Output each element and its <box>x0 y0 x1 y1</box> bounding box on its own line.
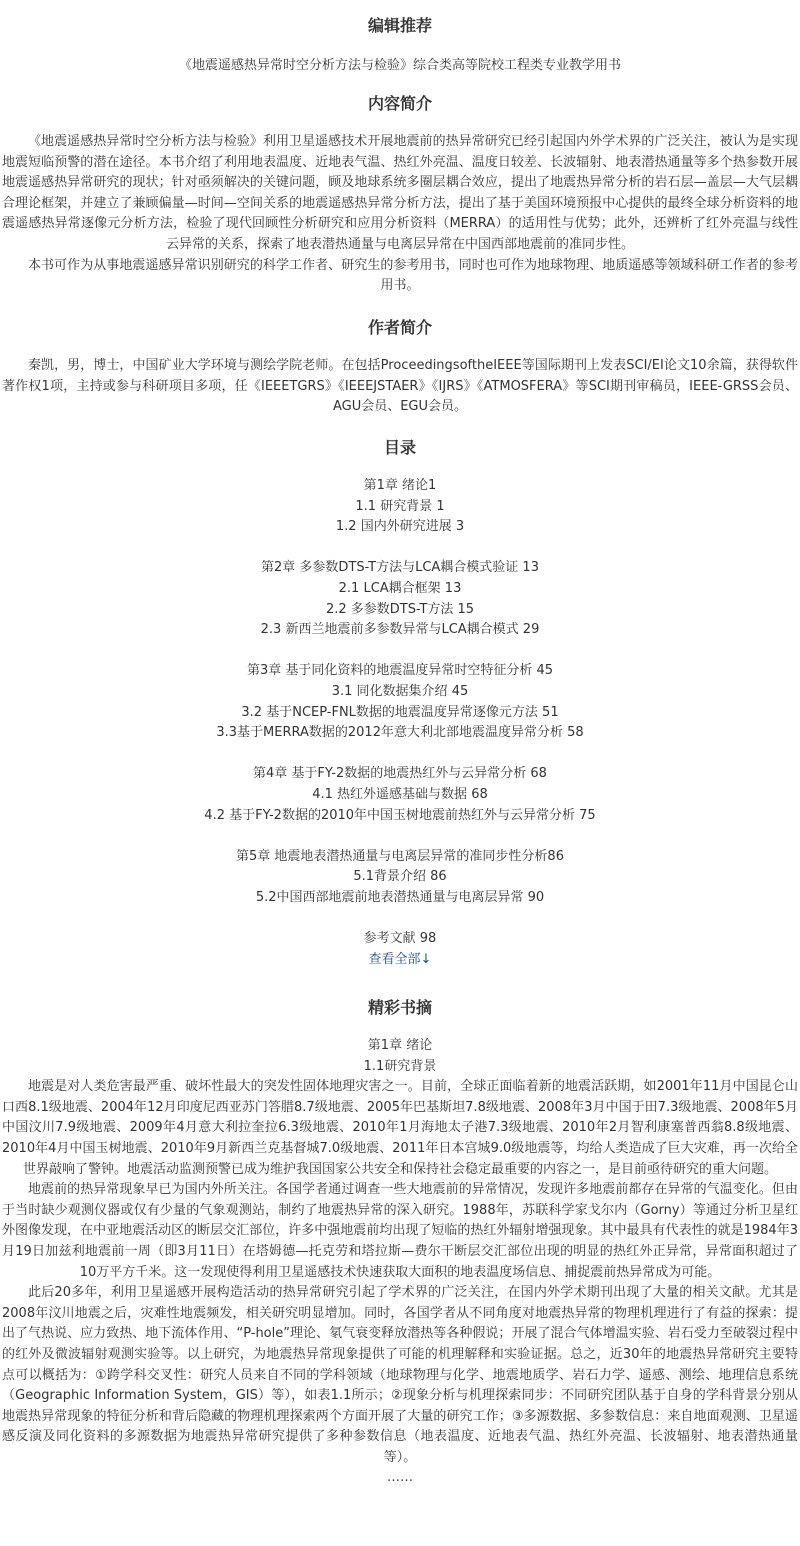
toc-subsection: 2.2 多参数DTS-T方法 15 <box>325 601 475 617</box>
section-heading: 作者简介 <box>367 318 432 337</box>
excerpt-paragraph: 地震是对人类危害最严重、破坏性最大的突发性固体地理灾害之一。目前，全球正面临着新的地震活跃期，如2001年11月中国昆仑山口西8.1级地震、2004年12月印度尼西亚苏门答腊8.7级地震、2005年巴基斯坦7.8级地震、2008年3月中国于田7.3级地震、2008年5月中国汶川7.9级地震、2009年4月意大利拉奎拉6.3级地震、2010年1月海地太子港7.3级地震、2010年2月智利康塞普西翁8.8级地震、2010年4月中国玉树地震、2010年9月新西兰克基督城7.0级地震、2011年日本宫城9.0级地震等，均给人类造成了巨大灾难，再一次给全世界敲响了警钟。地震活动监测预警已成为维护我国国家公共安全和保持社会稳定最重要的内容之一，是目前亟待研究的重大问题。 <box>2 1079 798 1177</box>
section-heading: 目录 <box>383 438 416 457</box>
toc-group <box>0 558 800 640</box>
toc-group <box>0 476 800 538</box>
toc-chapter: 第4章 基于FY-2数据的地震热红外与云异常分析 68 <box>253 766 547 782</box>
toc-group <box>0 764 800 826</box>
section-heading: 编辑推荐 <box>367 16 432 35</box>
excerpt-paragraph: 地震前的热异常现象早已为国内外所关注。各国学者通过调查一些大地震前的异常情况，发现许多地震前都存在异常的气温变化。但由于当时缺少观测仪器或仅有少量的气象观测站，制约了地震热异常的深入研究。1988年，苏联科学家戈尔内（Gorny）等通过分析卫星红外图像发现，在中亚地震活动区的断层交汇部位，许多中强地震前均出现了短临的热红外辐射增强现象。其中最具有代表性的就是1984年3月19日加兹利地震前一周（即3月11日）在塔姆德—托克劳和塔拉斯—费尔干断层交汇部位出现的明显的热红外正异常，异常面积超过了10万平方千米。这一发现使得利用卫星遥感技术快速获取大面积的地表温度场信息、捕捉震前热异常成为可能。 <box>2 1182 798 1280</box>
toc-group <box>0 929 800 950</box>
toc-group <box>0 661 800 743</box>
content-intro-paragraph: 《地震遥感热异常时空分析方法与检验》利用卫星遥感技术开展地震前的热异常研究已经引起国内外学术界的广泛关注，被认为是实现地震短临预警的潜在途径。本书介绍了利用地表温度、近地表气温、热红外亮温、温度日较差、长波辐射、地表潜热通量等多个热参数开展地震遥感热异常研究的现状；针对亟须解决的关键问题，顾及地球系统多圈层耦合效应，提出了地震热异常分析的岩石层—盖层—大气层耦合理论框架，并建立了兼顾偏量—时间—空间关系的地震遥感热异常分析方法，提出了基于美国环境预报中心提供的最终全球分析资料的地震遥感热异常逐像元分析方法，检验了现代回顾性分析研究和应用分析资料（MERRA）的适用性与优势；此外，还辨析了红外亮温与线性云异常的关系，探索了地表潜热通量与电离层异常在中国西部地震前的准同步性。 <box>2 134 798 252</box>
toc-subsection: 4.2 基于FY-2数据的2010年中国玉树地震前热红外与云异常分析 75 <box>204 807 596 823</box>
toc-chapter: 第5章 地震地表潜热通量与电离层异常的准同步性分析86 <box>236 848 564 864</box>
toc-subsection: 3.1 同化数据集介绍 45 <box>331 683 469 699</box>
toc-group <box>0 847 800 909</box>
toc-chapter: 第3章 基于同化资料的地震温度异常时空特征分析 45 <box>246 663 554 679</box>
toc-subsection: 2.1 LCA耦合框架 13 <box>338 580 462 596</box>
section-heading: 内容简介 <box>367 94 432 113</box>
toc-section <box>0 436 800 970</box>
view-all-link[interactable]: 查看全部↓ <box>368 951 432 967</box>
author-intro-section <box>0 316 800 418</box>
toc-list <box>0 476 800 950</box>
toc-chapter: 参考文献 98 <box>363 931 437 947</box>
editor-recommendation-text: 《地震遥感热异常时空分析方法与检验》综合类高等院校工程类专业教学用书 <box>178 58 621 73</box>
toc-subsection: 2.3 新西兰地震前多参数异常与LCA耦合模式 29 <box>260 622 540 638</box>
content-intro-section <box>0 92 800 297</box>
content-intro-paragraph: 本书可作为从事地震遥感异常识别研究的科学工作者、研究生的参考用书，同时也可作为地球物理、地质遥感等领域科研工作者的参考用书。 <box>28 257 798 294</box>
toc-chapter: 第1章 绪论1 <box>363 478 437 493</box>
section-heading: 精彩书摘 <box>367 998 432 1017</box>
toc-subsection: 5.1背景介绍 86 <box>353 869 447 885</box>
toc-subsection: 5.2中国西部地震前地表潜热通量与电离层异常 90 <box>255 889 545 905</box>
toc-subsection: 4.1 热红外遥感基础与数据 68 <box>312 786 488 802</box>
author-intro-paragraph: 秦凯，男，博士，中国矿业大学环境与测绘学院老师。在包括ProceedingsoftheIEEE等国际期刊上发表SCI/EI论文10余篇，获得软件著作权1项，主持或参与科研项目多项，任《IEEETGRS》《IEEEJSTAER》《IJRS》《ATMOSFERA》等SCI期刊审稿员，IEEE-GRSS会员、AGU会员、EGU会员。 <box>2 358 798 415</box>
toc-subsection: 1.1 研究背景 1 <box>355 498 445 514</box>
excerpt-section-title: 1.1研究背景 <box>363 1058 437 1074</box>
toc-subsection: 3.3基于MERRA数据的2012年意大利北部地震温度异常分析 58 <box>216 725 584 741</box>
editor-recommendation-section <box>0 14 800 77</box>
toc-subsection: 3.2 基于NCEP-FNL数据的地震温度异常逐像元方法 51 <box>241 704 559 720</box>
excerpt-section <box>0 996 800 1489</box>
excerpt-ellipsis: …… <box>387 1470 413 1486</box>
excerpt-paragraph: 此后20多年，利用卫星遥感开展构造活动的热异常研究引起了学术界的广泛关注，在国内外学术期刊出现了大量的相关文献。尤其是2008年汶川地震之后，灾难性地震频发，相关研究明显增加。同时，各国学者从不同角度对地震热异常的物理机理进行了有益的探索：提出了气热说、应力致热、地下流体作用、“P-hole”理论、氡气衰变释放潜热等各种假说；开展了混合气体增温实验、岩石受力至破裂过程中的红外及微波辐射观测实验等。以上研究，为地震热异常现象提供了可能的机理解释和实验证据。总之，近30年的地震热异常研究主要特点可以概括为：①跨学科交叉性：研究人员来自不同的学科领域（地球物理与化学、地震地质学、岩石力学、遥感、测绘、地理信息系统（Geographic Information System，GIS）等），如表1.1所示；②现象分析与机理探索同步：不同研究团队基于自身的学科背景分别从地震热异常现象的特征分析和背后隐藏的物理机理探索两个方面开展了大量的研究工作；③多源数据、多参数信息：来自地面观测、卫星遥感反演及同化资料的多源数据为地震热异常研究提供了多种参数信息（地表温度、近地表气温、热红外亮温、长波辐射、地表潜热通量等）。 <box>2 1285 798 1465</box>
excerpt-chapter: 第1章 绪论 <box>367 1038 433 1053</box>
toc-chapter: 第2章 多参数DTS-T方法与LCA耦合模式验证 13 <box>261 560 539 576</box>
toc-subsection: 1.2 国内外研究进展 3 <box>335 519 465 535</box>
